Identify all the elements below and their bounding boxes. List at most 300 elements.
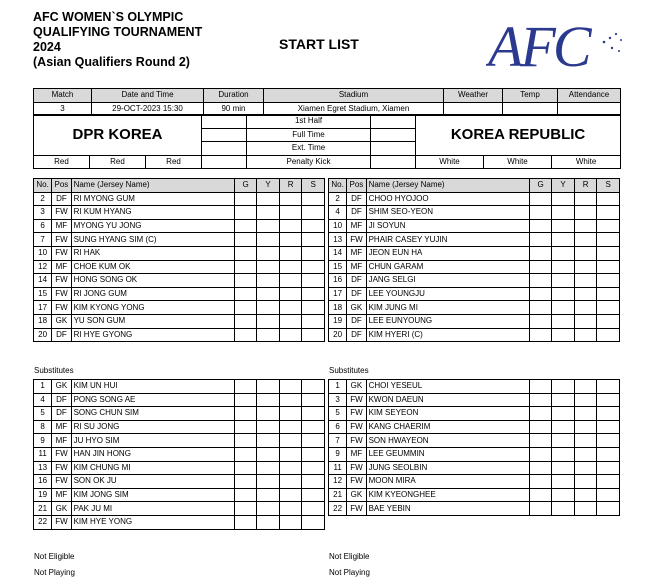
stat-cell	[234, 434, 257, 448]
stat-cell	[597, 502, 620, 516]
away-kit-shorts: White	[484, 155, 552, 169]
stat-cell	[257, 219, 280, 233]
away-team-name: KOREA REPUBLIC	[416, 115, 621, 156]
stat-cell	[552, 407, 575, 421]
stat-cell	[574, 420, 597, 434]
stat-cell	[574, 393, 597, 407]
stat-cell	[529, 475, 552, 489]
stat-cell	[574, 260, 597, 274]
stat-cell	[574, 287, 597, 301]
stat-cell	[257, 206, 280, 220]
stat-cell	[597, 233, 620, 247]
stat-cell	[234, 461, 257, 475]
player-name: KIM HYERI (C)	[366, 328, 529, 342]
score-table	[33, 114, 621, 169]
stat-cell	[597, 434, 620, 448]
stat-cell	[279, 314, 302, 328]
stat-cell	[257, 260, 280, 274]
stat-cell	[257, 475, 280, 489]
player-position: FW	[52, 246, 71, 260]
player-name: SONG CHUN SIM	[71, 407, 234, 421]
player-row	[34, 260, 325, 274]
stat-cell	[234, 488, 257, 502]
player-number: 11	[34, 447, 52, 461]
player-row	[34, 434, 325, 448]
player-row	[329, 407, 620, 421]
stat-cell	[552, 502, 575, 516]
stat-cell	[574, 447, 597, 461]
stat-cell	[302, 434, 325, 448]
stat-cell	[529, 287, 552, 301]
stat-cell	[597, 407, 620, 421]
match-info-table	[33, 88, 621, 116]
stat-cell	[279, 246, 302, 260]
stat-cell	[597, 475, 620, 489]
player-row	[329, 260, 620, 274]
player-position: GK	[52, 380, 71, 394]
player-row	[329, 393, 620, 407]
stat-cell	[257, 287, 280, 301]
player-number: 6	[329, 420, 347, 434]
player-position: DF	[347, 192, 366, 206]
player-number: 2	[34, 192, 52, 206]
stat-cell	[552, 461, 575, 475]
stat-cell	[597, 219, 620, 233]
player-position: MF	[52, 420, 71, 434]
stat-cell	[302, 233, 325, 247]
player-number: 19	[329, 314, 347, 328]
stat-cell	[234, 447, 257, 461]
player-name: RI HYE GYONG	[71, 328, 234, 342]
stat-cell	[279, 515, 302, 529]
stat-cell	[574, 301, 597, 315]
player-position: FW	[52, 233, 71, 247]
player-position: FW	[347, 420, 366, 434]
player-position: FW	[52, 475, 71, 489]
stat-cell	[574, 314, 597, 328]
player-name: JEON EUN HA	[366, 246, 529, 260]
stat-cell	[529, 219, 552, 233]
stat-cell	[257, 515, 280, 529]
stat-cell	[574, 380, 597, 394]
stat-cell	[234, 420, 257, 434]
player-row	[34, 475, 325, 489]
stat-cell	[234, 380, 257, 394]
player-row	[34, 219, 325, 233]
stat-cell	[234, 502, 257, 516]
stat-cell	[302, 301, 325, 315]
stat-cell	[257, 434, 280, 448]
player-row	[329, 380, 620, 394]
player-row	[34, 420, 325, 434]
player-row	[34, 206, 325, 220]
player-col-header: Name (Jersey Name)	[71, 179, 234, 193]
stat-cell	[257, 301, 280, 315]
player-number: 20	[329, 328, 347, 342]
player-number: 22	[34, 515, 52, 529]
player-name: KIM SEYEON	[366, 407, 529, 421]
player-name: LEE GEUMMIN	[366, 447, 529, 461]
stat-cell	[234, 246, 257, 260]
player-position: GK	[347, 488, 366, 502]
home-subs-table	[33, 379, 325, 530]
player-row	[34, 380, 325, 394]
player-number: 7	[329, 434, 347, 448]
player-number: 20	[34, 328, 52, 342]
away-starters-table	[328, 178, 620, 342]
period-ext-time: Ext. Time	[247, 142, 371, 156]
player-name: LEE YOUNGJU	[366, 287, 529, 301]
player-row	[34, 488, 325, 502]
stat-cell	[574, 219, 597, 233]
stat-cell	[552, 274, 575, 288]
player-position: MF	[52, 434, 71, 448]
player-row	[34, 515, 325, 529]
player-row	[34, 314, 325, 328]
stat-cell	[597, 314, 620, 328]
stat-cell	[279, 274, 302, 288]
stat-cell	[234, 314, 257, 328]
player-number: 15	[34, 287, 52, 301]
stat-cell	[234, 219, 257, 233]
logo-stars-icon	[603, 33, 622, 52]
player-col-header: No.	[329, 179, 347, 193]
stat-cell	[529, 447, 552, 461]
player-number: 9	[34, 434, 52, 448]
stat-cell	[302, 393, 325, 407]
stat-cell	[552, 233, 575, 247]
player-position: MF	[347, 260, 366, 274]
player-number: 4	[329, 206, 347, 220]
stat-cell	[302, 274, 325, 288]
stat-cell	[234, 393, 257, 407]
stat-cell	[234, 407, 257, 421]
stat-cell	[597, 488, 620, 502]
stat-cell	[529, 274, 552, 288]
home-not-eligible-label: Not Eligible	[34, 552, 75, 561]
player-number: 17	[329, 287, 347, 301]
player-row	[34, 274, 325, 288]
player-col-header: Pos	[347, 179, 366, 193]
player-position: FW	[347, 393, 366, 407]
stat-cell	[529, 420, 552, 434]
player-row	[329, 192, 620, 206]
stat-cell	[529, 233, 552, 247]
player-row	[329, 314, 620, 328]
player-position: GK	[52, 502, 71, 516]
player-name: RI MYONG GUM	[71, 192, 234, 206]
stat-cell	[529, 393, 552, 407]
stat-cell	[529, 206, 552, 220]
stat-cell	[574, 206, 597, 220]
player-name: SON OK JU	[71, 475, 234, 489]
temp-header: Temp	[503, 89, 558, 103]
stat-cell	[234, 328, 257, 342]
player-name: KIM KYONG YONG	[71, 301, 234, 315]
stat-cell	[302, 192, 325, 206]
player-number: 1	[34, 380, 52, 394]
player-position: MF	[347, 447, 366, 461]
stat-cell	[302, 420, 325, 434]
stat-cell	[529, 328, 552, 342]
away-kit-shirt: White	[416, 155, 484, 169]
player-position: GK	[52, 314, 71, 328]
date-value: 29-OCT-2023 15:30	[92, 102, 204, 116]
stat-cell	[574, 502, 597, 516]
tournament-title	[33, 10, 233, 70]
player-name: KIM HYE YONG	[71, 515, 234, 529]
stat-cell	[597, 274, 620, 288]
stat-cell	[234, 260, 257, 274]
player-name: BAE YEBIN	[366, 502, 529, 516]
title-line: AFC WOMEN`S OLYMPIC	[33, 10, 184, 24]
stat-cell	[257, 447, 280, 461]
stat-cell	[302, 260, 325, 274]
stat-cell	[302, 407, 325, 421]
player-number: 6	[34, 219, 52, 233]
date-header: Date and Time	[92, 89, 204, 103]
player-position: DF	[52, 407, 71, 421]
stat-cell	[574, 233, 597, 247]
player-name: JI SOYUN	[366, 219, 529, 233]
stat-cell	[552, 314, 575, 328]
stat-cell	[302, 328, 325, 342]
doc-title: START LIST	[279, 36, 359, 52]
stat-cell	[529, 434, 552, 448]
player-name: SHIM SEO-YEON	[366, 206, 529, 220]
player-position: FW	[347, 475, 366, 489]
stat-cell	[257, 328, 280, 342]
stat-cell	[552, 206, 575, 220]
player-number: 15	[329, 260, 347, 274]
stat-cell	[574, 475, 597, 489]
stat-cell	[234, 206, 257, 220]
player-name: MOON MIRA	[366, 475, 529, 489]
stat-cell	[574, 328, 597, 342]
player-position: GK	[347, 301, 366, 315]
stat-cell	[552, 192, 575, 206]
away-not-playing-label: Not Playing	[329, 568, 370, 577]
player-number: 17	[34, 301, 52, 315]
player-name: PHAIR CASEY YUJIN	[366, 233, 529, 247]
player-position: DF	[347, 287, 366, 301]
player-row	[34, 447, 325, 461]
stat-cell	[529, 260, 552, 274]
player-row	[329, 233, 620, 247]
player-position: FW	[52, 515, 71, 529]
player-number: 7	[34, 233, 52, 247]
player-name: KWON DAEUN	[366, 393, 529, 407]
player-row	[329, 502, 620, 516]
stat-cell	[597, 393, 620, 407]
player-col-header: S	[302, 179, 325, 193]
stat-cell	[279, 301, 302, 315]
stat-cell	[279, 192, 302, 206]
player-name: HAN JIN HONG	[71, 447, 234, 461]
stat-cell	[257, 502, 280, 516]
player-name: CHOI YESEUL	[366, 380, 529, 394]
player-name: KIM JUNG MI	[366, 301, 529, 315]
player-position: MF	[52, 488, 71, 502]
stadium-header: Stadium	[264, 89, 444, 103]
player-number: 5	[329, 407, 347, 421]
player-col-header: Y	[552, 179, 575, 193]
title-line: (Asian Qualifiers Round 2)	[33, 55, 190, 69]
home-not-playing-label: Not Playing	[34, 568, 75, 577]
player-name: CHUN GARAM	[366, 260, 529, 274]
stat-cell	[574, 192, 597, 206]
player-row	[329, 461, 620, 475]
attendance-header: Attendance	[558, 89, 621, 103]
title-line: QUALIFYING TOURNAMENT	[33, 25, 203, 39]
player-number: 19	[34, 488, 52, 502]
stat-cell	[234, 233, 257, 247]
period-full-time: Full Time	[247, 128, 371, 142]
player-col-header: No.	[34, 179, 52, 193]
stat-cell	[597, 301, 620, 315]
player-position: FW	[52, 274, 71, 288]
player-number: 21	[329, 488, 347, 502]
stat-cell	[279, 447, 302, 461]
afc-logo-text: AFC	[488, 14, 589, 72]
stat-cell	[257, 246, 280, 260]
player-position: MF	[52, 219, 71, 233]
player-position: MF	[347, 219, 366, 233]
player-number: 13	[329, 233, 347, 247]
stat-cell	[552, 393, 575, 407]
stat-cell	[302, 314, 325, 328]
stat-cell	[597, 246, 620, 260]
stat-cell	[302, 515, 325, 529]
player-row	[34, 461, 325, 475]
player-row	[34, 192, 325, 206]
title-line: 2024	[33, 40, 61, 54]
player-name: RI SU JONG	[71, 420, 234, 434]
player-number: 9	[329, 447, 347, 461]
player-name: PAK JU MI	[71, 502, 234, 516]
stat-cell	[597, 420, 620, 434]
stat-cell	[257, 420, 280, 434]
player-number: 10	[329, 219, 347, 233]
player-row	[329, 434, 620, 448]
player-row	[34, 502, 325, 516]
stat-cell	[597, 461, 620, 475]
player-number: 10	[34, 246, 52, 260]
home-starters-table	[33, 178, 325, 342]
player-name: RI KUM HYANG	[71, 206, 234, 220]
player-row	[34, 233, 325, 247]
stat-cell	[257, 314, 280, 328]
player-number: 3	[329, 393, 347, 407]
player-row	[329, 328, 620, 342]
player-row	[34, 407, 325, 421]
stat-cell	[302, 461, 325, 475]
player-name: PONG SONG AE	[71, 393, 234, 407]
player-col-header: G	[529, 179, 552, 193]
stat-cell	[302, 502, 325, 516]
player-name: SON HWAYEON	[366, 434, 529, 448]
stat-cell	[279, 461, 302, 475]
player-name: MYONG YU JONG	[71, 219, 234, 233]
player-position: DF	[52, 192, 71, 206]
match-header: Match	[34, 89, 92, 103]
player-name: CHOE KUM OK	[71, 260, 234, 274]
player-row	[34, 287, 325, 301]
stat-cell	[234, 192, 257, 206]
player-number: 12	[34, 260, 52, 274]
player-position: MF	[52, 260, 71, 274]
player-position: FW	[52, 461, 71, 475]
match-value: 3	[34, 102, 92, 116]
stat-cell	[597, 260, 620, 274]
player-position: FW	[52, 301, 71, 315]
stat-cell	[574, 407, 597, 421]
stat-cell	[529, 314, 552, 328]
player-name: LEE EUNYOUNG	[366, 314, 529, 328]
stat-cell	[279, 328, 302, 342]
stat-cell	[552, 301, 575, 315]
stat-cell	[302, 246, 325, 260]
player-position: FW	[52, 447, 71, 461]
player-row	[34, 393, 325, 407]
afc-logo	[486, 12, 632, 72]
player-number: 11	[329, 461, 347, 475]
stat-cell	[597, 287, 620, 301]
player-number: 18	[329, 301, 347, 315]
stat-cell	[257, 461, 280, 475]
stat-cell	[234, 274, 257, 288]
player-name: SUNG HYANG SIM (C)	[71, 233, 234, 247]
home-team-name: DPR KOREA	[34, 115, 202, 156]
player-row	[34, 246, 325, 260]
stat-cell	[279, 219, 302, 233]
player-col-header: S	[597, 179, 620, 193]
player-row	[34, 301, 325, 315]
home-kit-socks: Red	[146, 155, 202, 169]
stat-cell	[552, 246, 575, 260]
stat-cell	[552, 380, 575, 394]
player-row	[329, 206, 620, 220]
player-position: FW	[347, 434, 366, 448]
stat-cell	[574, 274, 597, 288]
player-number: 3	[34, 206, 52, 220]
player-position: DF	[52, 393, 71, 407]
stat-cell	[552, 260, 575, 274]
stat-cell	[574, 488, 597, 502]
player-col-header: G	[234, 179, 257, 193]
stat-cell	[529, 488, 552, 502]
stat-cell	[279, 488, 302, 502]
away-subs-table	[328, 379, 620, 516]
player-position: DF	[347, 274, 366, 288]
period-1st-half: 1st Half	[247, 115, 371, 129]
player-position: DF	[347, 328, 366, 342]
player-row	[329, 447, 620, 461]
away-substitutes-label: Substitutes	[329, 366, 369, 375]
player-number: 5	[34, 407, 52, 421]
player-position: FW	[347, 461, 366, 475]
player-name: RI JONG GUM	[71, 287, 234, 301]
stat-cell	[574, 434, 597, 448]
stat-cell	[279, 393, 302, 407]
player-name: YU SON GUM	[71, 314, 234, 328]
stat-cell	[279, 287, 302, 301]
player-position: FW	[347, 502, 366, 516]
stat-cell	[529, 407, 552, 421]
player-name: JUNG SEOLBIN	[366, 461, 529, 475]
player-number: 1	[329, 380, 347, 394]
stat-cell	[529, 192, 552, 206]
